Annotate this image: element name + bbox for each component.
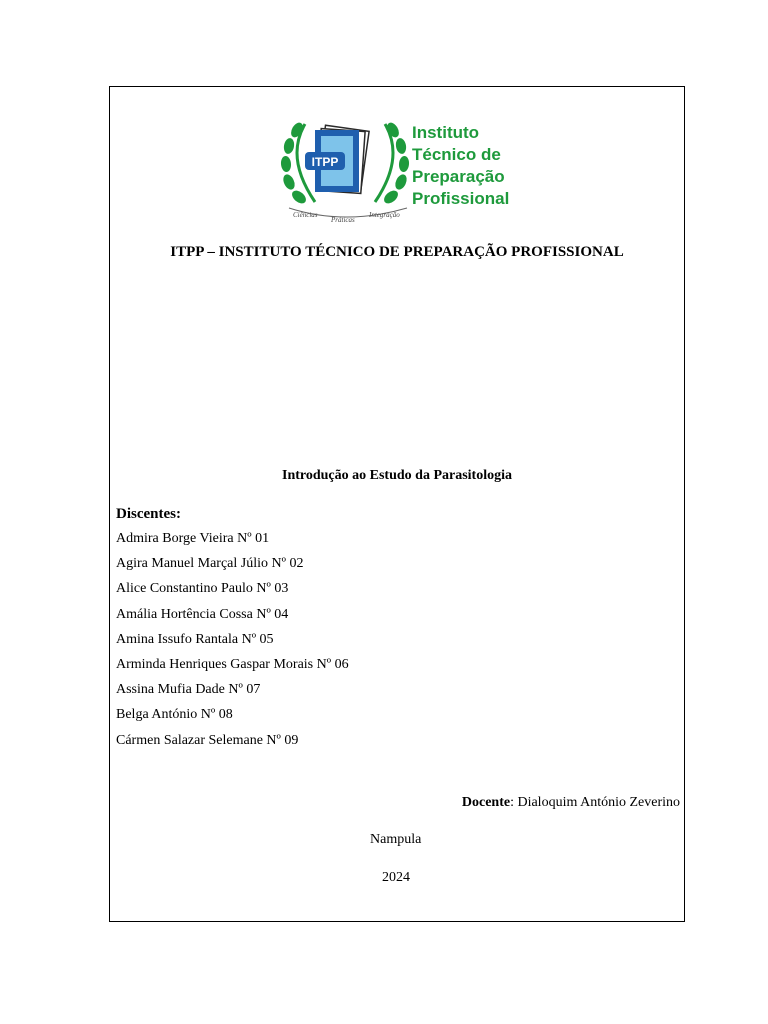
students-list (116, 530, 349, 757)
student-item: Arminda Henriques Gaspar Morais Nº 06 (116, 656, 349, 672)
ribbon-word-3: Integração (369, 211, 400, 219)
student-item: Cármen Salazar Selemane Nº 09 (116, 732, 299, 748)
ribbon-word-2: Práticas (331, 216, 355, 224)
student-item: Assina Mufia Dade Nº 07 (116, 682, 261, 698)
logo-name-line-1: Instituto (412, 123, 480, 142)
city: Nampula (370, 832, 422, 847)
student-item: Amália Hortência Cossa Nº 04 (116, 606, 289, 622)
ribbon-word-1: Ciências (293, 211, 318, 219)
year: 2024 (382, 870, 410, 885)
student-item: Amina Issufo Rantala Nº 05 (116, 631, 274, 647)
logo-name-line-3: Preparação (412, 167, 505, 186)
students-label: Discentes: (116, 506, 181, 522)
document-title: Introdução ao Estudo da Parasitologia (282, 468, 512, 483)
student-item: Admira Borge Vieira Nº 01 (116, 531, 270, 546)
teacher-name: : Dialoquim António Zeverino (510, 795, 680, 810)
teacher-line (462, 795, 680, 811)
student-item: Belga António Nº 08 (116, 707, 233, 723)
itpp-badge-text: ITPP (311, 155, 339, 169)
logo-name-line-2: Técnico de (412, 145, 501, 164)
logo-graphic (275, 118, 515, 226)
itpp-logo (275, 118, 515, 226)
right-laurel-icon (375, 121, 410, 206)
institution-title: ITPP – INSTITUTO TÉCNICO DE PREPARAÇÃO PROFISSIONAL (170, 244, 624, 260)
student-item: Agira Manuel Marçal Júlio Nº 02 (116, 556, 304, 572)
teacher-label: Docente (461, 795, 511, 810)
student-item: Alice Constantino Paulo Nº 03 (116, 581, 289, 597)
logo-name-line-4: Profissional (412, 189, 510, 208)
